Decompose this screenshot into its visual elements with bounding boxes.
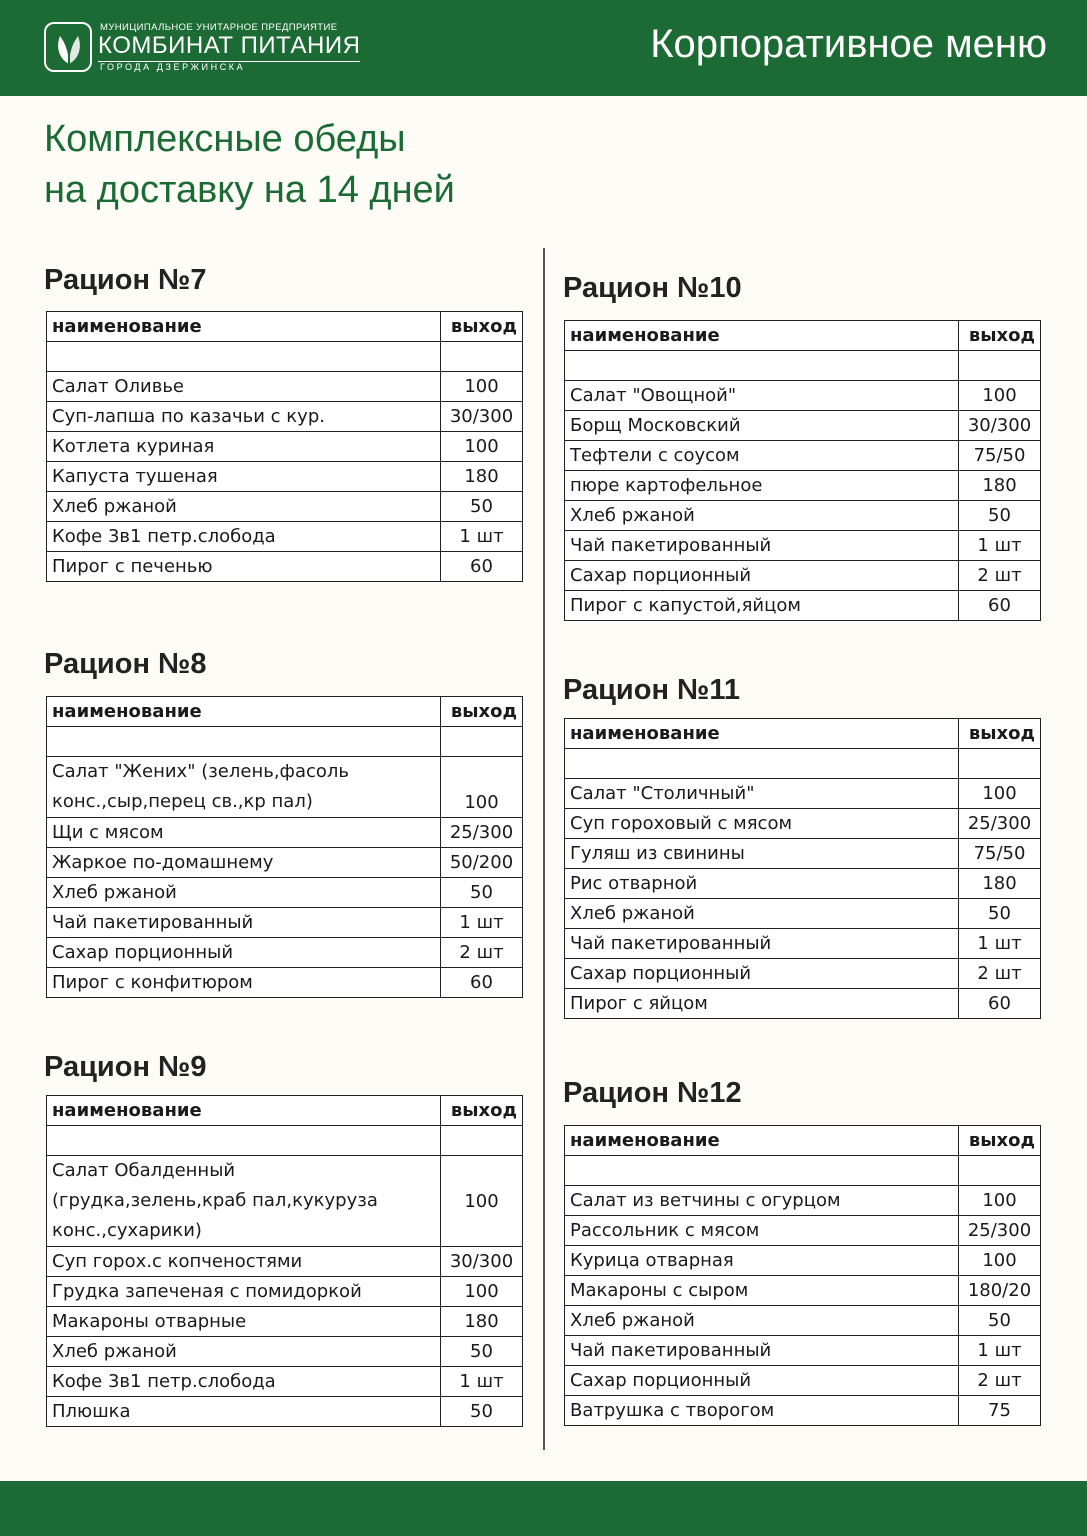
table-row	[47, 1307, 523, 1337]
table-row	[565, 1216, 1041, 1246]
dish-output: 1 шт	[441, 522, 523, 552]
dish-output: 180	[959, 471, 1041, 501]
dish-output: 100	[959, 779, 1041, 809]
table-empty-row	[47, 342, 523, 372]
dish-output: 1 шт	[959, 531, 1041, 561]
dish-name: Кофе 3в1 петр.слобода	[47, 1367, 441, 1397]
ration-title: Рацион №8	[44, 648, 207, 680]
ration-table	[564, 320, 1041, 621]
column-header-output: выход	[441, 312, 523, 342]
column-header-name: наименование	[565, 1126, 959, 1156]
dish-output: 180/20	[959, 1276, 1041, 1306]
dish-output: 25/300	[959, 1216, 1041, 1246]
table-row	[565, 809, 1041, 839]
table-row	[47, 1397, 523, 1427]
table-row	[565, 591, 1041, 621]
dish-output: 30/300	[959, 411, 1041, 441]
dish-name: Суп-лапша по казачьи с кур.	[47, 402, 441, 432]
ration-title: Рацион №7	[44, 264, 207, 296]
table-row	[565, 959, 1041, 989]
dish-name: Плюшка	[47, 1397, 441, 1427]
dish-output: 100	[959, 1246, 1041, 1276]
dish-output: 180	[441, 462, 523, 492]
dish-output: 100	[959, 1186, 1041, 1216]
table-header-row	[565, 719, 1041, 749]
dish-name: Хлеб ржаной	[47, 1337, 441, 1367]
dish-name: Пирог с капустой,яйцом	[565, 591, 959, 621]
dish-output: 50	[959, 501, 1041, 531]
column-header-output: выход	[959, 719, 1041, 749]
column-header-output: выход	[441, 697, 523, 727]
footer-bar	[0, 1481, 1087, 1536]
ration-title: Рацион №9	[44, 1051, 207, 1083]
dish-name: Салат Обалденный (грудка,зелень,краб пал,кукуруза конс.,сухарики)	[47, 1156, 441, 1247]
table-empty-row	[565, 749, 1041, 779]
table-empty-row	[47, 1126, 523, 1156]
table-row	[565, 989, 1041, 1019]
column-header-output: выход	[959, 1126, 1041, 1156]
dish-name: Тефтели с соусом	[565, 441, 959, 471]
logo-wordmark: КОМБИНАТ ПИТАНИЯ	[98, 32, 360, 62]
ration-table	[46, 696, 523, 998]
table-row	[565, 1186, 1041, 1216]
column-header-output: выход	[441, 1096, 523, 1126]
dish-name: Грудка запеченая с помидоркой	[47, 1277, 441, 1307]
table-row	[47, 432, 523, 462]
dish-output: 1 шт	[441, 1367, 523, 1397]
table-row	[47, 492, 523, 522]
column-header-name: наименование	[47, 312, 441, 342]
table-row	[47, 552, 523, 582]
dish-name: Жаркое по-домашнему	[47, 848, 441, 878]
table-row	[565, 1396, 1041, 1426]
ration-table	[46, 311, 523, 582]
table-row	[565, 531, 1041, 561]
dish-name: Кофе 3в1 петр.слобода	[47, 522, 441, 552]
table-row	[47, 757, 523, 818]
dish-name: пюре картофельное	[565, 471, 959, 501]
dish-output: 50/200	[441, 848, 523, 878]
table-row	[565, 839, 1041, 869]
column-header-name: наименование	[47, 697, 441, 727]
dish-output: 100	[441, 1277, 523, 1307]
dish-name: Салат "Овощной"	[565, 381, 959, 411]
table-row	[47, 1156, 523, 1247]
dish-output: 100	[441, 372, 523, 402]
dish-name: Сахар порционный	[565, 959, 959, 989]
dish-output: 2 шт	[441, 938, 523, 968]
dish-output: 180	[441, 1307, 523, 1337]
table-row	[47, 462, 523, 492]
ration-title: Рацион №11	[563, 674, 741, 706]
dish-name: Сахар порционный	[565, 1366, 959, 1396]
table-row	[47, 522, 523, 552]
dish-name: Суп гороховый с мясом	[565, 809, 959, 839]
table-row	[47, 938, 523, 968]
table-header-row	[47, 1096, 523, 1126]
table-row	[565, 561, 1041, 591]
dish-output: 50	[959, 899, 1041, 929]
dish-name: Чай пакетированный	[565, 531, 959, 561]
table-empty-row	[565, 1156, 1041, 1186]
leaf-logo-icon	[44, 22, 92, 72]
dish-output: 25/300	[959, 809, 1041, 839]
table-header-row	[47, 312, 523, 342]
table-row	[565, 381, 1041, 411]
table-row	[565, 929, 1041, 959]
dish-name: Борщ Московский	[565, 411, 959, 441]
dish-name: Чай пакетированный	[565, 1336, 959, 1366]
dish-name: Чай пакетированный	[47, 908, 441, 938]
dish-output: 75/50	[959, 441, 1041, 471]
dish-name: Рис отварной	[565, 869, 959, 899]
ration-title: Рацион №10	[563, 272, 742, 304]
ration-table	[564, 718, 1041, 1019]
table-row	[565, 1276, 1041, 1306]
table-row	[47, 968, 523, 998]
table-row	[565, 1246, 1041, 1276]
dish-output: 1 шт	[959, 1336, 1041, 1366]
dish-output: 2 шт	[959, 1366, 1041, 1396]
page-title-line-2: на доставку на 14 дней	[44, 169, 455, 211]
table-row	[565, 779, 1041, 809]
dish-name: Хлеб ржаной	[565, 501, 959, 531]
dish-output: 1 шт	[959, 929, 1041, 959]
dish-output: 60	[441, 968, 523, 998]
logo-subtitle-top: МУНИЦИПАЛЬНОЕ УНИТАРНОЕ ПРЕДПРИЯТИЕ	[100, 22, 338, 33]
dish-name: Хлеб ржаной	[47, 492, 441, 522]
dish-name: Котлета куриная	[47, 432, 441, 462]
table-row	[47, 818, 523, 848]
dish-name: Рассольник с мясом	[565, 1216, 959, 1246]
table-row	[47, 1367, 523, 1397]
ration-table	[46, 1095, 523, 1427]
table-empty-row	[565, 351, 1041, 381]
column-header-name: наименование	[565, 719, 959, 749]
dish-output: 2 шт	[959, 561, 1041, 591]
dish-output: 50	[441, 878, 523, 908]
table-row	[565, 1306, 1041, 1336]
table-row	[47, 402, 523, 432]
dish-name: Пирог с яйцом	[565, 989, 959, 1019]
dish-output: 50	[959, 1306, 1041, 1336]
dish-name: Хлеб ржаной	[47, 878, 441, 908]
dish-name: Суп горох.с копченостями	[47, 1247, 441, 1277]
dish-output: 30/300	[441, 402, 523, 432]
dish-output: 25/300	[441, 818, 523, 848]
table-header-row	[565, 321, 1041, 351]
table-row	[565, 411, 1041, 441]
header-bar	[0, 0, 1087, 96]
dish-output: 50	[441, 492, 523, 522]
dish-name: Салат из ветчины с огурцом	[565, 1186, 959, 1216]
dish-output: 100	[441, 757, 523, 818]
header-title: Корпоративное меню	[650, 22, 1047, 66]
dish-output: 100	[959, 381, 1041, 411]
dish-name: Пирог с конфитюром	[47, 968, 441, 998]
dish-name: Макароны отварные	[47, 1307, 441, 1337]
column-divider	[543, 248, 545, 1450]
dish-name: Салат "Жених" (зелень,фасоль конс.,сыр,перец св.,кр пал)	[47, 757, 441, 818]
dish-output: 100	[441, 1156, 523, 1247]
table-row	[565, 471, 1041, 501]
dish-output: 50	[441, 1337, 523, 1367]
dish-name: Чай пакетированный	[565, 929, 959, 959]
dish-name: Капуста тушеная	[47, 462, 441, 492]
table-row	[47, 372, 523, 402]
dish-name: Пирог с печенью	[47, 552, 441, 582]
column-header-name: наименование	[565, 321, 959, 351]
table-row	[565, 501, 1041, 531]
dish-name: Хлеб ржаной	[565, 1306, 959, 1336]
column-header-output: выход	[959, 321, 1041, 351]
table-row	[565, 1366, 1041, 1396]
table-row	[47, 1247, 523, 1277]
dish-name: Щи с мясом	[47, 818, 441, 848]
column-header-name: наименование	[47, 1096, 441, 1126]
ration-table	[564, 1125, 1041, 1426]
table-row	[565, 441, 1041, 471]
table-row	[47, 878, 523, 908]
dish-name: Салат Оливье	[47, 372, 441, 402]
dish-output: 50	[441, 1397, 523, 1427]
dish-output: 2 шт	[959, 959, 1041, 989]
dish-name: Гуляш из свинины	[565, 839, 959, 869]
table-row	[565, 1336, 1041, 1366]
table-row	[47, 848, 523, 878]
dish-output: 180	[959, 869, 1041, 899]
dish-name: Макароны с сыром	[565, 1276, 959, 1306]
table-header-row	[47, 697, 523, 727]
ration-title: Рацион №12	[563, 1077, 742, 1109]
dish-output: 100	[441, 432, 523, 462]
dish-output: 60	[959, 989, 1041, 1019]
page-title	[44, 114, 455, 216]
dish-output: 75/50	[959, 839, 1041, 869]
dish-output: 60	[441, 552, 523, 582]
table-row	[47, 1277, 523, 1307]
page-title-line-1: Комплексные обеды	[44, 118, 406, 160]
dish-name: Курица отварная	[565, 1246, 959, 1276]
dish-name: Сахар порционный	[47, 938, 441, 968]
table-row	[47, 1337, 523, 1367]
table-empty-row	[47, 727, 523, 757]
dish-output: 60	[959, 591, 1041, 621]
dish-output: 75	[959, 1396, 1041, 1426]
dish-name: Сахар порционный	[565, 561, 959, 591]
dish-output: 30/300	[441, 1247, 523, 1277]
table-row	[47, 908, 523, 938]
dish-output: 1 шт	[441, 908, 523, 938]
table-row	[565, 869, 1041, 899]
dish-name: Хлеб ржаной	[565, 899, 959, 929]
table-header-row	[565, 1126, 1041, 1156]
logo-subtitle-bottom: ГОРОДА ДЗЕРЖИНСКА	[100, 62, 246, 72]
dish-name: Салат "Столичный"	[565, 779, 959, 809]
table-row	[565, 899, 1041, 929]
dish-name: Ватрушка с творогом	[565, 1396, 959, 1426]
